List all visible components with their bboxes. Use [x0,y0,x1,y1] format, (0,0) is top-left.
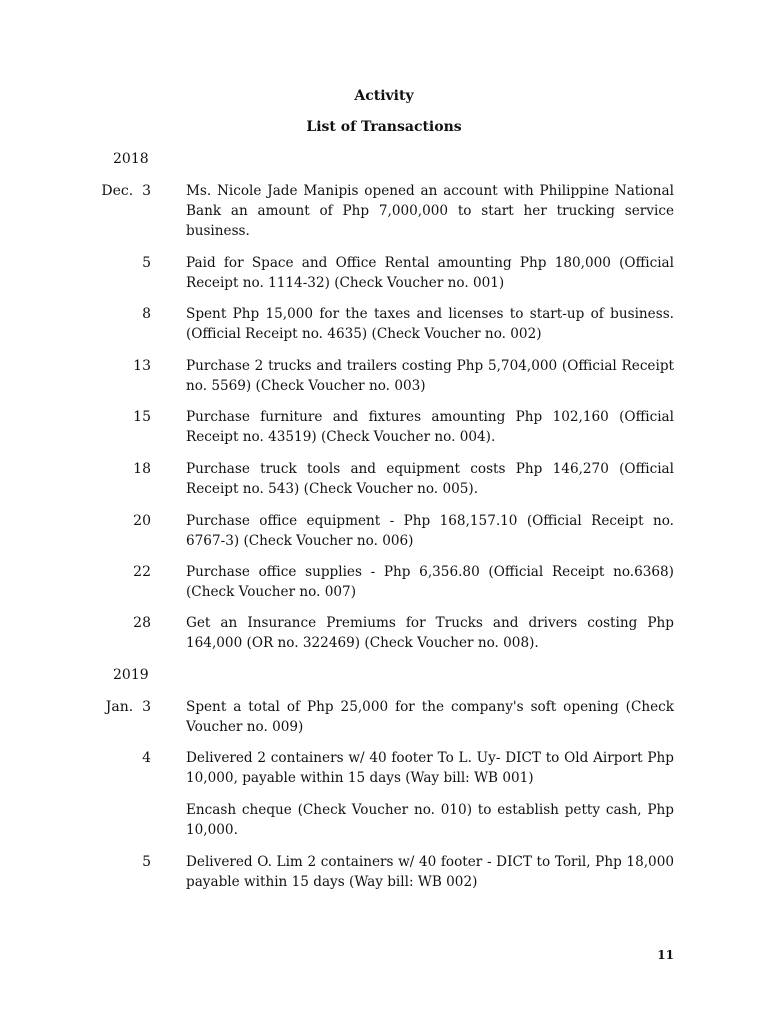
transaction-description: Spent a total of Php 25,000 for the company's soft opening (Check Voucher no. 009) [186,699,674,735]
transaction-date: 18 [133,461,151,477]
transaction-date: 15 [133,409,151,425]
transaction-description: Purchase office supplies - Php 6,356.80 (Official Receipt no.6368) (Check Voucher no. 007) [186,564,674,600]
transaction-date: 13 [133,358,151,374]
transaction-description: Purchase furniture and fixtures amounting Php 102,160 (Official Receipt no. 43519) (Check Voucher no. 004). [186,409,674,445]
transaction-date: 8 [142,306,151,322]
transaction-date: Dec. 3 [101,183,151,199]
transaction-description: Spent Php 15,000 for the taxes and licenses to start-up of business. (Official Receipt no. 4635) (Check Voucher no. 002) [186,306,674,342]
transaction-date: 5 [142,854,151,870]
transaction-description: Purchase truck tools and equipment costs Php 146,270 (Official Receipt no. 543) (Check Voucher no. 005). [186,461,674,497]
transaction-date: 4 [142,750,151,766]
transaction-description: Purchase office equipment - Php 168,157.10 (Official Receipt no. 6767-3) (Check Voucher no. 006) [186,513,674,549]
transaction-description: Delivered 2 containers w/ 40 footer To L. Uy- DICT to Old Airport Php 10,000, payable within 15 days (Way bill: WB 001) [186,750,674,786]
transaction-description: Purchase 2 trucks and trailers costing Php 5,704,000 (Official Receipt no. 5569) (Check Voucher no. 003) [186,358,674,394]
year-label-2019: 2019 [113,667,149,683]
document-heading: Activity [354,88,414,104]
transaction-description: Paid for Space and Office Rental amounting Php 180,000 (Official Receipt no. 1114-32) (Check Voucher no. 001) [186,255,674,291]
transaction-description: Get an Insurance Premiums for Trucks and drivers costing Php 164,000 (OR no. 322469) (Check Voucher no. 008). [186,615,674,651]
transaction-date: Jan. 3 [105,699,151,715]
document-subheading: List of Transactions [306,119,462,135]
year-label-2018: 2018 [113,151,149,167]
transaction-description: Delivered O. Lim 2 containers w/ 40 footer - DICT to Toril, Php 18,000 payable within 15 days (Way bill: WB 002) [186,854,674,890]
transaction-description: Ms. Nicole Jade Manipis opened an account with Philippine National Bank an amount of Php 7,000,000 to start her trucking service business. [186,183,674,239]
transaction-description: Encash cheque (Check Voucher no. 010) to establish petty cash, Php 10,000. [186,802,674,838]
page-number: 11 [657,948,674,962]
transaction-date: 5 [142,255,151,271]
transaction-date: 28 [133,615,151,631]
transaction-date: 22 [133,564,151,580]
transaction-date: 20 [133,513,151,529]
